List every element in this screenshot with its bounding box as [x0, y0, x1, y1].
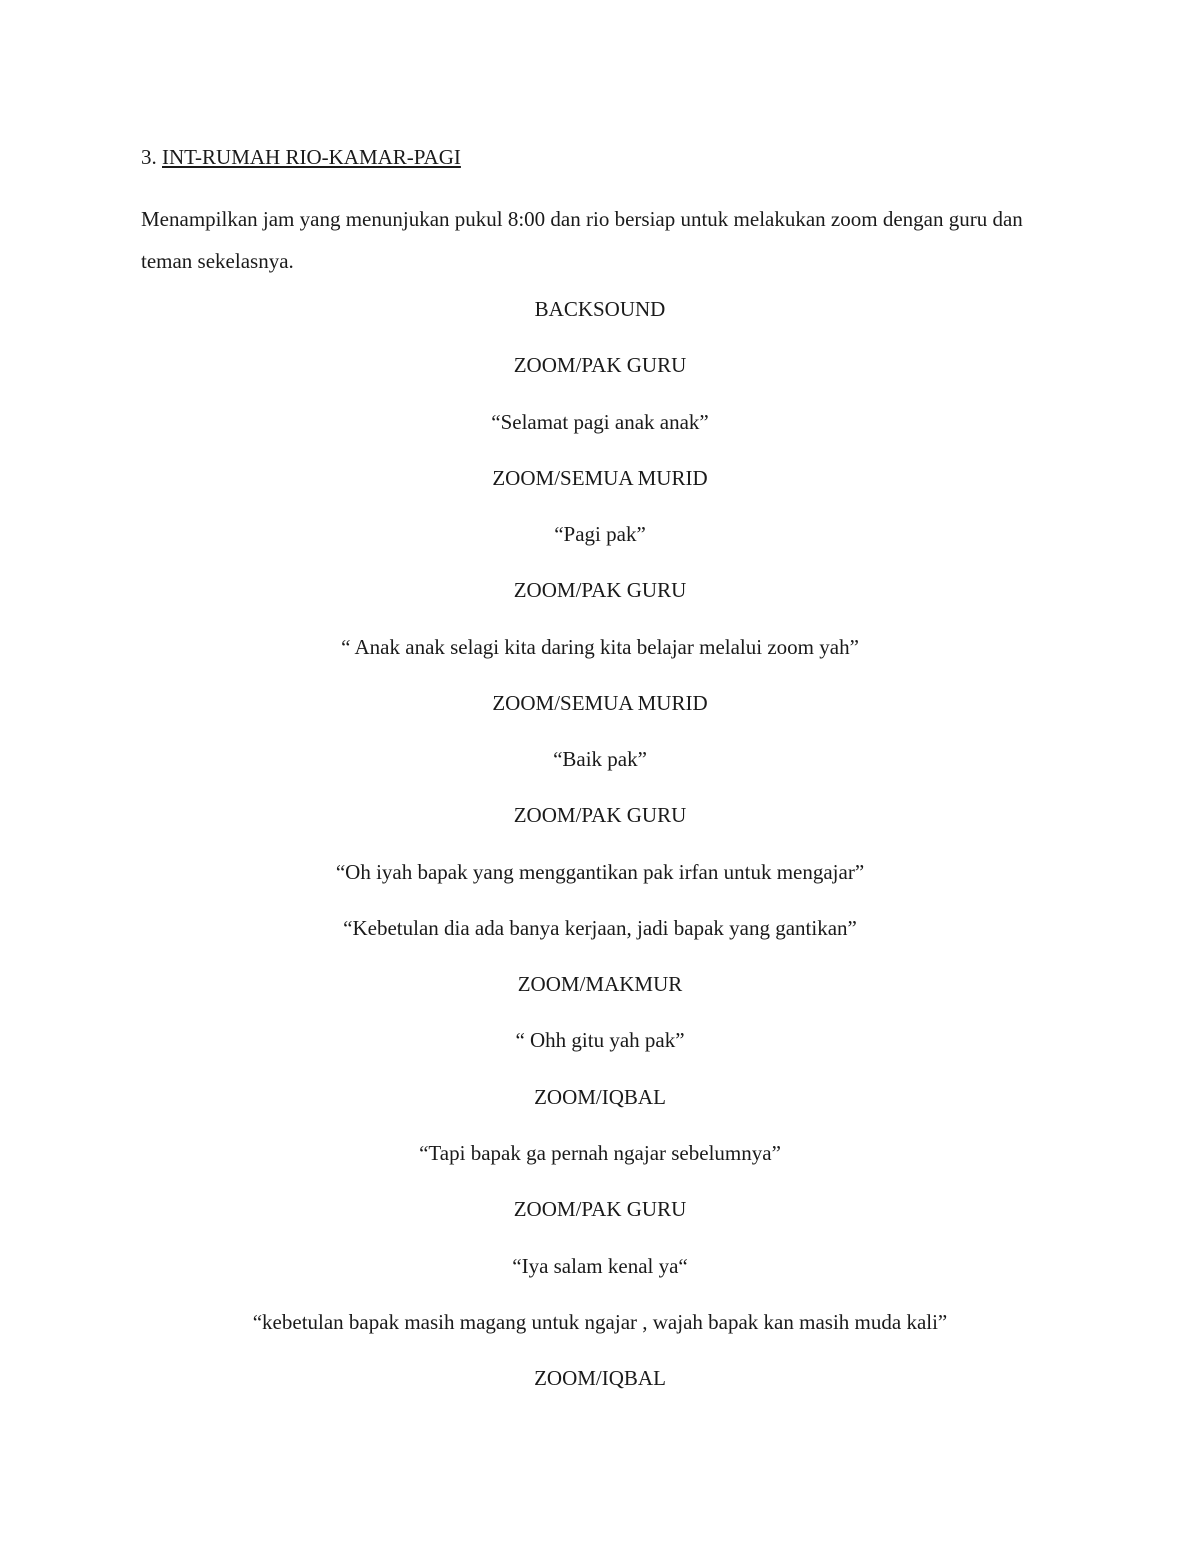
- script-line: “Kebetulan dia ada banya kerjaan, jadi bapak yang gantikan”: [343, 916, 857, 940]
- script-line: ZOOM/IQBAL: [534, 1085, 666, 1109]
- script-line: ZOOM/SEMUA MURID: [492, 691, 708, 715]
- script-line: “Tapi bapak ga pernah ngajar sebelumnya”: [419, 1141, 781, 1165]
- script-line: “Pagi pak”: [554, 522, 646, 546]
- script-line: BACKSOUND: [534, 297, 666, 321]
- script-line: ZOOM/IQBAL: [534, 1366, 666, 1390]
- script-line: ZOOM/PAK GURU: [513, 353, 687, 377]
- script-line: “ Ohh gitu yah pak”: [515, 1028, 685, 1052]
- scene-heading-text: INT-RUMAH RIO-KAMAR-PAGI: [162, 145, 461, 169]
- script-line: ZOOM/PAK GURU: [513, 1197, 687, 1221]
- script-line: ZOOM/SEMUA MURID: [492, 466, 708, 490]
- script-line: ZOOM/PAK GURU: [513, 803, 687, 827]
- script-line: “kebetulan bapak masih magang untuk ngajar , wajah bapak kan masih muda kali”: [252, 1310, 948, 1334]
- script-line: “Selamat pagi anak anak”: [491, 410, 709, 434]
- script-line: “ Anak anak selagi kita daring kita belajar melalui zoom yah”: [341, 635, 859, 659]
- script-line: ZOOM/PAK GURU: [513, 578, 687, 602]
- action-paragraph: Menampilkan jam yang menunjukan pukul 8:00 dan rio bersiap untuk melakukan zoom dengan guru dan teman sekelasnya.: [141, 207, 1023, 273]
- scene-heading: [141, 143, 461, 171]
- script-line: “Oh iyah bapak yang menggantikan pak irfan untuk mengajar”: [335, 860, 865, 884]
- scene-number: 3.: [141, 145, 157, 169]
- script-line: “Baik pak”: [553, 747, 647, 771]
- script-line: ZOOM/MAKMUR: [517, 972, 683, 996]
- script-line: “Iya salam kenal ya“: [512, 1254, 688, 1278]
